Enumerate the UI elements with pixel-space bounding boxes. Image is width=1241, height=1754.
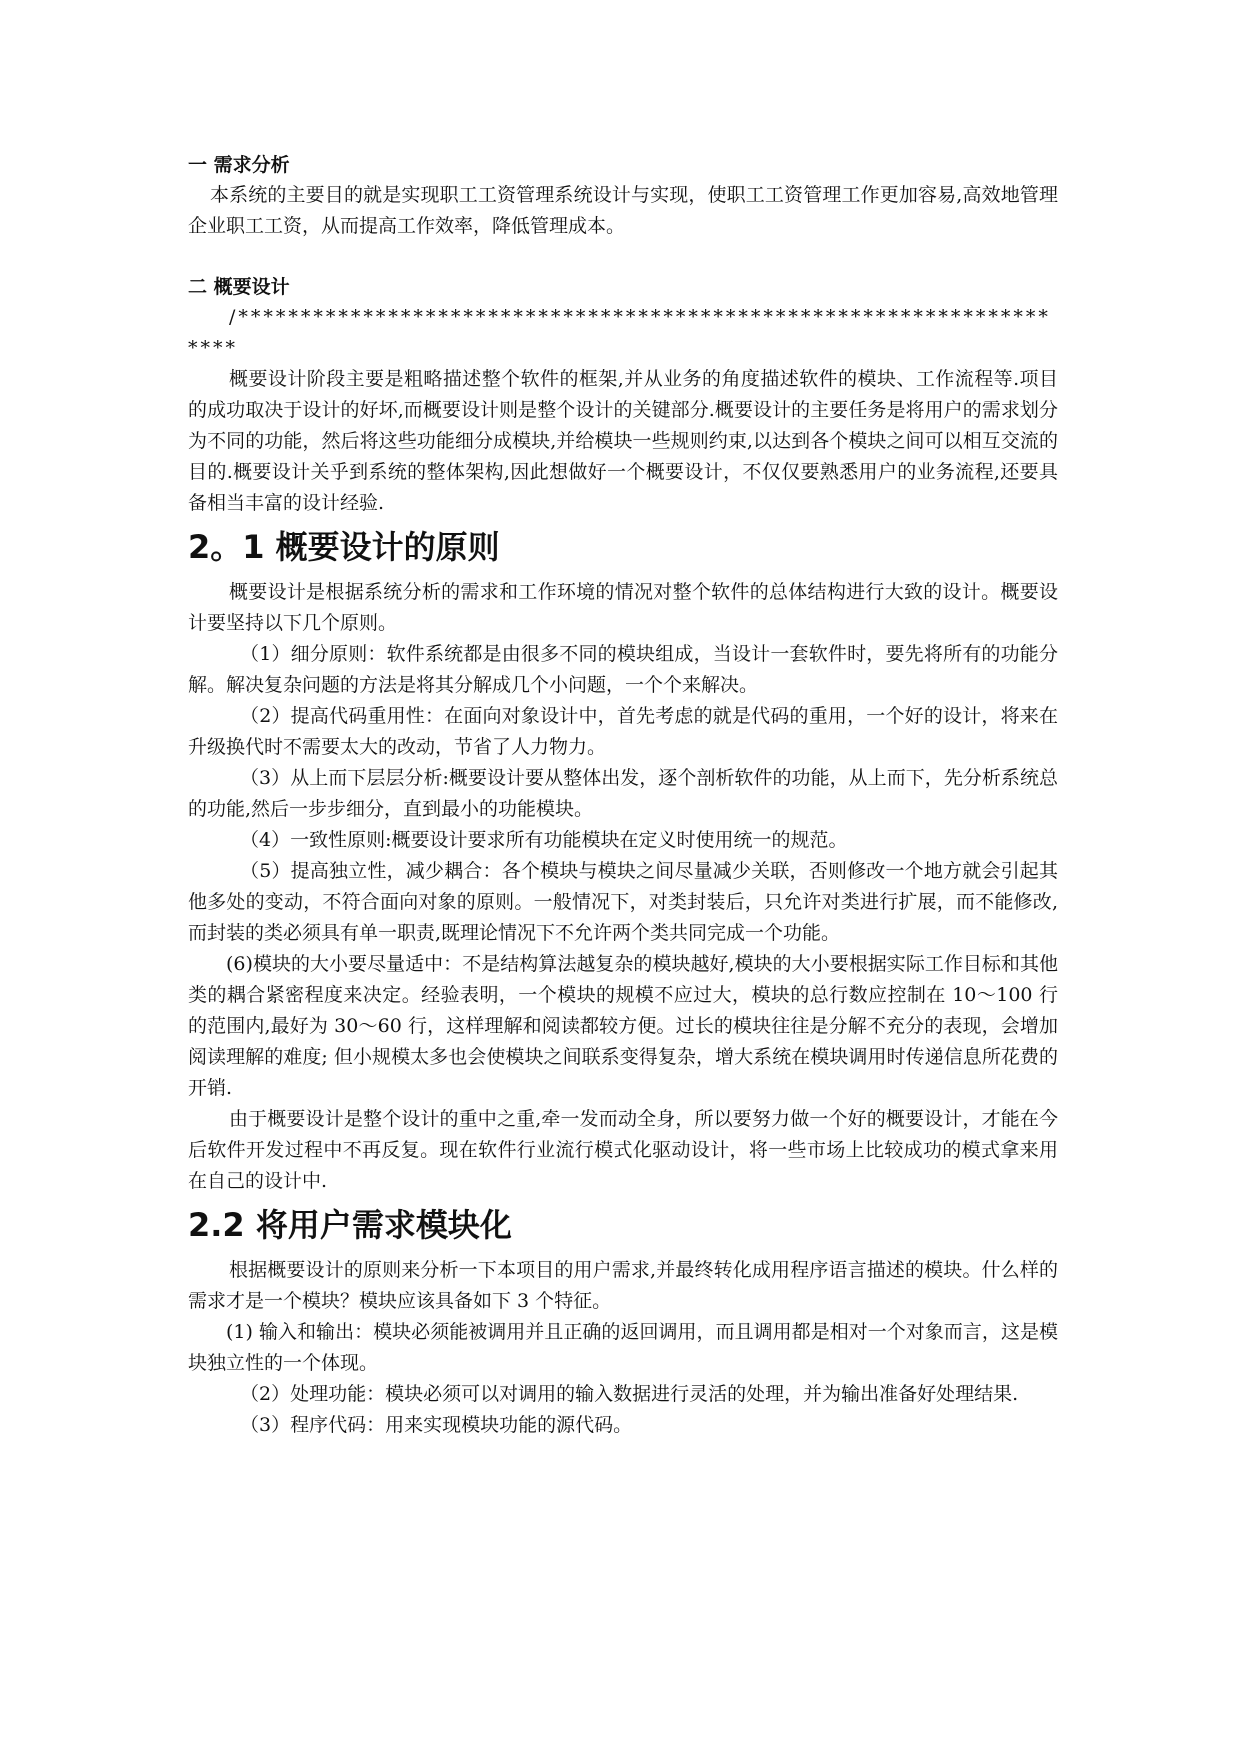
principle-item-3: （3）从上而下层层分析:概要设计要从整体出发，逐个剖析软件的功能，从上而下，先分析系统总的功能,然后一步步细分，直到最小的功能模块。 [188,767,1058,820]
principle-item-4: （4）一致性原则:概要设计要求所有功能模块在定义时使用统一的规范。 [240,829,848,851]
requirements-paragraph: 本系统的主要目的就是实现职工工资管理系统设计与实现，使职工工资管理工作更加容易,高效地管理企业职工工资，从而提高工作效率，降低管理成本。 [188,184,1058,237]
principle-item-5: （5）提高独立性，减少耦合：各个模块与模块之间尽量减少关联，否则修改一个地方就会引起其他多处的变动，不符合面向对象的原则。一般情况下，对类封装后，只允许对类进行扩展，而不能修改,而封装的类必须具有单一职责,既理论情况下不允许两个类共同完成一个功能。 [188,860,1058,944]
principle-item-1: （1）细分原则：软件系统都是由很多不同的模块组成，当设计一套软件时，要先将所有的功能分解。解决复杂问题的方法是将其分解成几个小问题，一个个来解决。 [188,643,1058,696]
section-heading-requirements: 一 需求分析 [188,154,290,176]
section-heading-overview-design: 二 概要设计 [188,276,290,298]
principles-intro: 概要设计是根据系统分析的需求和工作环境的情况对整个软件的总体结构进行大致的设计。概要设计要坚持以下几个原则。 [188,581,1058,634]
principle-item-2: （2）提高代码重用性：在面向对象设计中，首先考虑的就是代码的重用，一个好的设计，将来在升级换代时不需要太大的改动，节省了人力物力。 [188,705,1058,758]
module-feature-2: （2）处理功能：模块必须可以对调用的输入数据进行灵活的处理，并为输出准备好处理结果. [240,1383,1019,1405]
section-heading-design-principles: 2。1 概要设计的原则 [188,528,500,566]
module-feature-3: （3）程序代码：用来实现模块功能的源代码。 [240,1414,633,1436]
overview-design-paragraph: 概要设计阶段主要是粗略描述整个软件的框架,并从业务的角度描述软件的模块、工作流程等.项目的成功取决于设计的好坏,而概要设计则是整个设计的关键部分.概要设计的主要任务是将用户的需求划分为不同的功能，然后将这些功能细分成模块,并给模块一些规则约束,以达到各个模块之间可以相互交流的目的.概要设计关乎到系统的整体架构,因此想做好一个概要设计，不仅仅要熟悉用户的业务流程,还要具备相当丰富的设计经验. [188,368,1058,514]
section-heading-modularize-requirements: 2.2 将用户需求模块化 [188,1206,512,1244]
document-page [188,150,1058,1441]
spacer [188,242,1058,272]
principle-item-6: (6)模块的大小要尽量适中：不是结构算法越复杂的模块越好,模块的大小要根据实际工作目标和其他类的耦合紧密程度来决定。经验表明，一个模块的规模不应过大，模块的总行数应控制在 10～100 行的范围内,最好为 30～60 行，这样理解和阅读都较方便。过长的模块往往是分解不充分的表现，会增加阅读理解的难度; 但小规模太多也会使模块之间联系变得复杂，增大系统在模块调用时传递信息所花费的开销. [188,953,1058,1099]
comment-star-line: /********************************************************************* [188,306,1051,359]
module-feature-1: (1) 输入和输出：模块必须能被调用并且正确的返回调用，而且调用都是相对一个对象而言，这是模块独立性的一个体现。 [188,1321,1058,1374]
principles-closing: 由于概要设计是整个设计的重中之重,牵一发而动全身，所以要努力做一个好的概要设计，才能在今后软件开发过程中不再反复。现在软件行业流行模式化驱动设计，将一些市场上比较成功的模式拿来用在自己的设计中. [188,1108,1058,1192]
modularize-intro: 根据概要设计的原则来分析一下本项目的用户需求,并最终转化成用程序语言描述的模块。什么样的需求才是一个模块？模块应该具备如下 3 个特征。 [188,1259,1058,1312]
